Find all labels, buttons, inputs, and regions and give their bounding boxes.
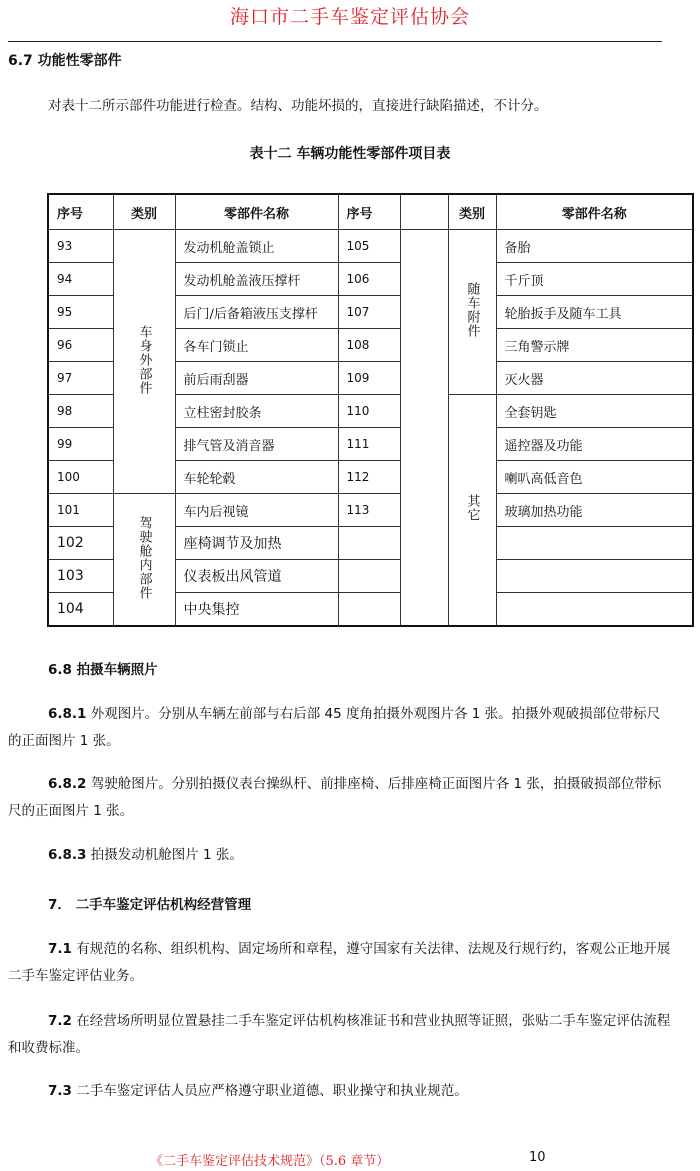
- category-label: 随车附件: [464, 282, 480, 338]
- row-part-name: 立柱密封胶条: [175, 395, 338, 428]
- category-cabin: [113, 494, 175, 627]
- row-part-name: 发动机舱盖锁止: [175, 230, 338, 263]
- paragraph-7-3: [48, 1078, 668, 1105]
- row-no: 96: [48, 329, 113, 362]
- blank-column: [400, 230, 448, 627]
- header-part-name: 零部件名称: [175, 194, 338, 230]
- row-no: 94: [48, 263, 113, 296]
- row-no-2: [338, 560, 400, 593]
- row-no: 99: [48, 428, 113, 461]
- paragraph-6-8-2: [8, 771, 672, 825]
- row-part-name-2: [496, 593, 693, 627]
- paragraph-number: 7.2: [48, 1013, 72, 1029]
- row-part-name: 车轮轮毂: [175, 461, 338, 494]
- category-label: 驾驶舱内部件: [136, 515, 152, 600]
- category-label: 车身外部件: [136, 324, 152, 395]
- row-part-name-2: 轮胎扳手及随车工具: [496, 296, 693, 329]
- paragraph-number: 6.8.1: [48, 706, 87, 722]
- row-no: 101: [48, 494, 113, 527]
- paragraph-number: 7.3: [48, 1083, 72, 1099]
- row-part-name-2: 全套钥匙: [496, 395, 693, 428]
- row-part-name-2: 遥控器及功能: [496, 428, 693, 461]
- category-body-exterior: [113, 230, 175, 494]
- row-part-name: 前后雨刮器: [175, 362, 338, 395]
- row-part-name-2: [496, 527, 693, 560]
- row-part-name: 中央集控: [175, 593, 338, 627]
- row-no: 104: [48, 593, 113, 627]
- row-part-name-2: 玻璃加热功能: [496, 494, 693, 527]
- header-category: 类别: [113, 194, 175, 230]
- row-part-name: 排气管及消音器: [175, 428, 338, 461]
- row-part-name: 后门/后备箱液压支撑杆: [175, 296, 338, 329]
- row-part-name: 各车门锁止: [175, 329, 338, 362]
- row-no: 93: [48, 230, 113, 263]
- row-no-2: [338, 527, 400, 560]
- row-no: 102: [48, 527, 113, 560]
- row-part-name: 座椅调节及加热: [175, 527, 338, 560]
- paragraph-text: 外观图片。分别从车辆左前部与右后部 45 度角拍摄外观图片各 1 张。拍摄外观破损部位带标尺的正面图片 1 张。: [8, 706, 661, 749]
- paragraph-text: 驾驶舱图片。分别拍摄仪表台操纵杆、前排座椅、后排座椅正面图片各 1 张，拍摄破损部位带标尺的正面图片 1 张。: [8, 776, 662, 819]
- row-part-name-2: [496, 560, 693, 593]
- row-part-name-2: 喇叭高低音色: [496, 461, 693, 494]
- section-6-8-title: 6.8 拍摄车辆照片: [48, 662, 158, 678]
- paragraph-number: 6.8.3: [48, 847, 87, 863]
- row-no-2: 107: [338, 296, 400, 329]
- row-part-name: 车内后视镜: [175, 494, 338, 527]
- row-part-name-2: 灭火器: [496, 362, 693, 395]
- header-no-2: 序号: [338, 194, 400, 230]
- paragraph-6-8-1: [8, 701, 672, 755]
- header-category-2: 类别: [448, 194, 496, 230]
- category-label: 其它: [464, 494, 480, 522]
- section-6-7-text: 对表十二所示部件功能进行检查。结构、功能坏损的，直接进行缺陷描述，不计分。: [48, 98, 548, 114]
- category-accessories: [448, 230, 496, 395]
- parts-table: [47, 193, 694, 627]
- row-no-2: 109: [338, 362, 400, 395]
- row-no: 95: [48, 296, 113, 329]
- row-no-2: 113: [338, 494, 400, 527]
- row-no-2: 106: [338, 263, 400, 296]
- row-no-2: [338, 593, 400, 627]
- paragraph-text: 在经营场所明显位置悬挂二手车鉴定评估机构核准证书和营业执照等证照，张贴二手车鉴定评估流程和收费标准。: [8, 1013, 671, 1056]
- row-part-name: 仪表板出风管道: [175, 560, 338, 593]
- row-no: 100: [48, 461, 113, 494]
- paragraph-text: 拍摄发动机舱图片 1 张。: [86, 847, 243, 863]
- paragraph-number: 6.8.2: [48, 776, 87, 792]
- header-divider: [8, 41, 662, 42]
- row-no: 98: [48, 395, 113, 428]
- header-no: 序号: [48, 194, 113, 230]
- paragraph-7-1: [8, 936, 672, 990]
- footer-text: 《二手车鉴定评估技术规范》（5.6 章节）: [150, 1154, 390, 1169]
- row-no: 97: [48, 362, 113, 395]
- table-header-row: [48, 194, 693, 230]
- header-blank: [400, 194, 448, 230]
- row-no: 103: [48, 560, 113, 593]
- row-part-name: 发动机舱盖液压撑杆: [175, 263, 338, 296]
- section-7-title: 7． 二手车鉴定评估机构经营管理: [48, 897, 252, 913]
- header-part-name-2: 零部件名称: [496, 194, 693, 230]
- row-no-2: 112: [338, 461, 400, 494]
- row-no-2: 105: [338, 230, 400, 263]
- paragraph-6-8-3: [48, 842, 668, 869]
- paragraph-number: 7.1: [48, 941, 72, 957]
- document-header: 海口市二手车鉴定评估协会: [229, 6, 470, 28]
- row-no-2: 110: [338, 395, 400, 428]
- category-others: [448, 395, 496, 627]
- paragraph-text: 二手车鉴定评估人员应严格遵守职业道德、职业操守和执业规范。: [71, 1083, 468, 1099]
- row-part-name-2: 千斤顶: [496, 263, 693, 296]
- page-number: 10: [529, 1150, 546, 1165]
- row-no-2: 108: [338, 329, 400, 362]
- table-row: [48, 230, 693, 263]
- section-6-7-title: 6.7 功能性零部件: [8, 53, 122, 69]
- table-row: [48, 494, 693, 527]
- paragraph-7-2: [8, 1008, 672, 1062]
- table-title: 表十二 车辆功能性零部件项目表: [249, 146, 451, 162]
- row-part-name-2: 三角警示牌: [496, 329, 693, 362]
- row-no-2: 111: [338, 428, 400, 461]
- paragraph-text: 有规范的名称、组织机构、固定场所和章程，遵守国家有关法律、法规及行规行约，客观公正地开展二手车鉴定评估业务。: [8, 941, 671, 984]
- row-part-name-2: 备胎: [496, 230, 693, 263]
